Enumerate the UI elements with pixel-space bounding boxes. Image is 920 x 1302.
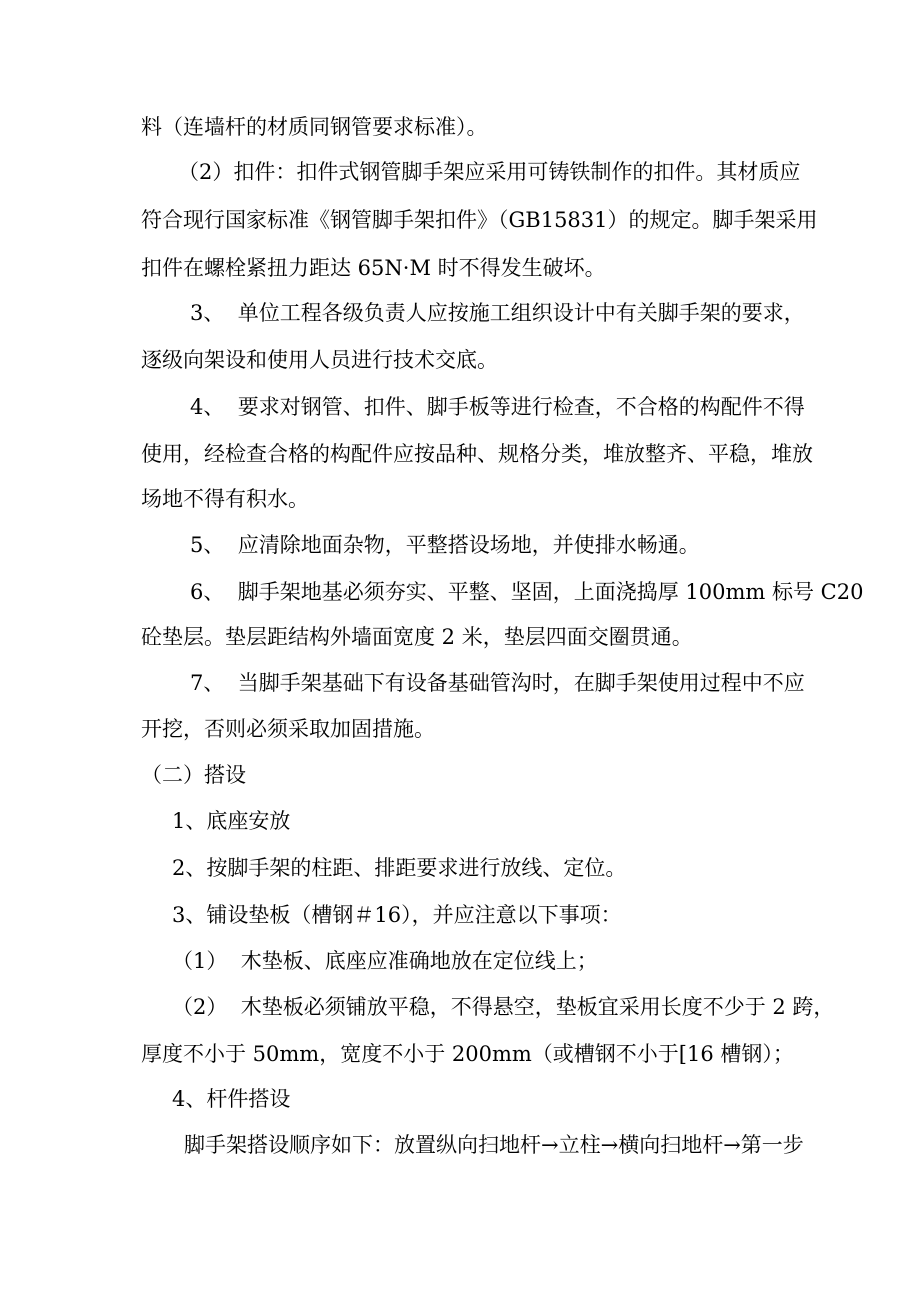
text-line-8: 使用，经检查合格的构配件应按品种、规格分类，堆放整齐、平稳，堆放: [141, 442, 813, 466]
text-line-18: 3、铺设垫板（槽钢＃16），并应注意以下事项：: [172, 903, 622, 927]
text-line-13: 7、 当脚手架基础下有设备基础管沟时，在脚手架使用过程中不应: [190, 671, 805, 695]
text-line-9: 场地不得有积水。: [141, 487, 309, 511]
text-line-11: 6、 脚手架地基必须夯实、平整、坚固，上面浇捣厚 100mm 标号 C20: [190, 580, 864, 604]
text-line-2: （2）扣件：扣件式钢管脚手架应采用可铸铁制作的扣件。其材质应: [178, 160, 801, 184]
text-line-5: 3、 单位工程各级负责人应按施工组织设计中有关脚手架的要求，: [190, 301, 805, 325]
text-line-4: 扣件在螺栓紧扭力距达 65N·M 时不得发生破坏。: [141, 256, 606, 280]
text-line-23: 脚手架搭设顺序如下：放置纵向扫地杆→立柱→横向扫地杆→第一步: [184, 1133, 804, 1157]
text-line-7: 4、 要求对钢管、扣件、脚手板等进行检查，不合格的构配件不得: [190, 395, 805, 419]
text-line-19: （1） 木垫板、底座应准确地放在定位线上；: [172, 949, 598, 973]
text-line-16: 1、底座安放: [172, 809, 291, 833]
text-line-1: 料（连墙杆的材质同钢管要求标准）。: [141, 115, 488, 139]
text-line-20: （2） 木垫板必须铺放平稳，不得悬空，垫板宜采用长度不少于 2 跨，: [172, 995, 835, 1019]
text-line-12: 砼垫层。垫层距结构外墙面宽度 2 米，垫层四面交圈贯通。: [141, 625, 693, 649]
text-line-14: 开挖，否则必须采取加固措施。: [141, 717, 435, 741]
section-heading: （二）搭设: [141, 763, 246, 787]
text-line-3: 符合现行国家标准《钢管脚手架扣件》（GB15831）的规定。脚手架采用: [141, 208, 818, 232]
text-line-6: 逐级向架设和使用人员进行技术交底。: [141, 348, 498, 372]
text-line-22: 4、杆件搭设: [172, 1087, 291, 1111]
text-line-17: 2、按脚手架的柱距、排距要求进行放线、定位。: [172, 856, 627, 880]
text-line-10: 5、 应清除地面杂物，平整搭设场地，并使排水畅通。: [190, 533, 700, 557]
text-line-21: 厚度不小于 50mm，宽度不小于 200mm（或槽钢不小于[16 槽钢）；: [141, 1042, 794, 1066]
